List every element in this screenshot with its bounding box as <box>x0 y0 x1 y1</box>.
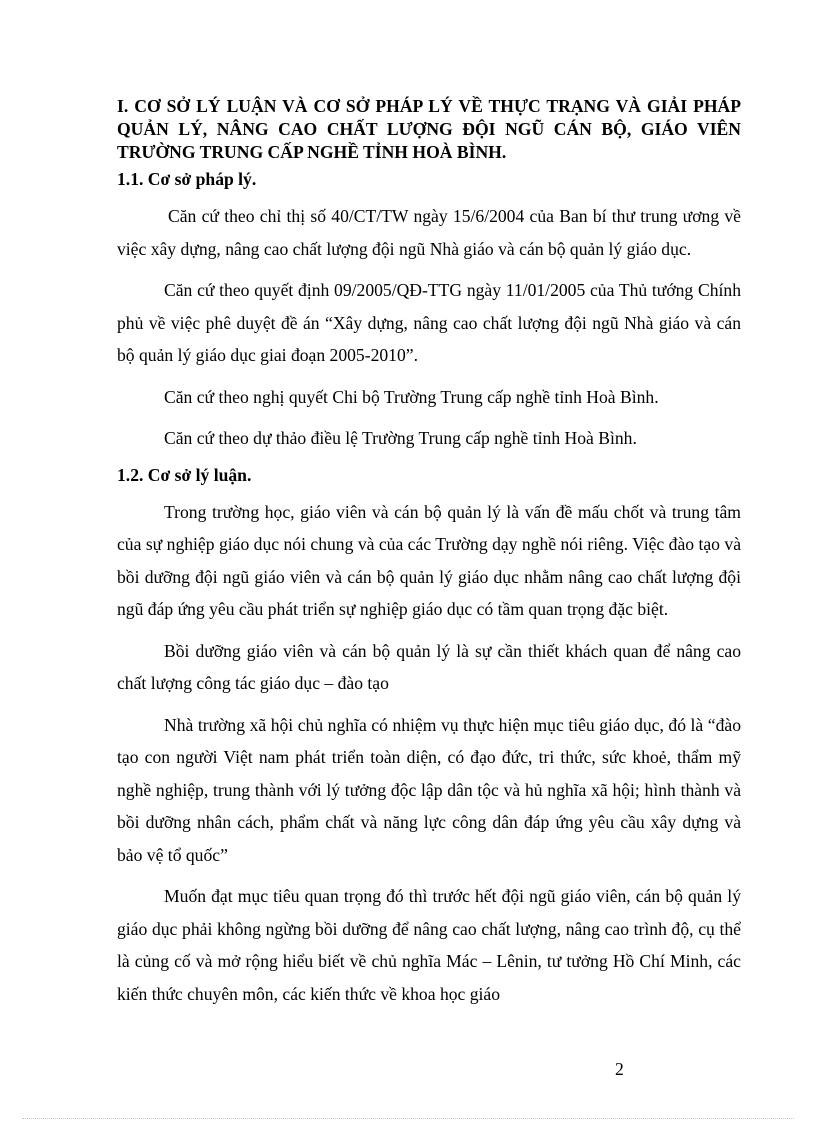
page-content <box>117 95 741 1010</box>
paragraph: Căn cứ theo quyết định 09/2005/QĐ-TTG ngày 11/01/2005 của Thủ tướng Chính phủ về việc phê duyệt đề án “Xây dựng, nâng cao chất lượng đội ngũ Nhà giáo và cán bộ quản lý giáo dục giai đoạn 2005-2010”. <box>117 280 741 365</box>
paragraph: Căn cứ theo nghị quyết Chi bộ Trường Trung cấp nghề tỉnh Hoà Bình. <box>164 386 659 407</box>
paragraph: Căn cứ theo chỉ thị số 40/CT/TW ngày 15/6/2004 của Ban bí thư trung ương về việc xây dựng, nâng cao chất lượng đội ngũ Nhà giáo và cán bộ quản lý giáo dục. <box>117 206 741 259</box>
page-number: 2 <box>615 1059 624 1079</box>
section-heading-theoretical-basis: 1.2. Cơ sở lý luận. <box>117 464 252 485</box>
paragraph: Nhà trường xã hội chủ nghĩa có nhiệm vụ thực hiện mục tiêu giáo dục, đó là “đào tạo con người Việt nam phát triển toàn diện, có đạo đức, tri thức, sức khoẻ, thẩm mỹ nghề nghiệp, trung thành với lý tưởng độc lập dân tộc và hủ nghĩa xã hội; hình thành và bồi dưỡng nhân cách, phẩm chất và năng lực công dân đáp ứng yêu cầu xây dựng và bảo vệ tổ quốc” <box>117 714 741 865</box>
paragraph: Trong trường học, giáo viên và cán bộ quản lý là vấn đề mấu chốt và trung tâm của sự nghiệp giáo dục nói chung và của các Trường dạy nghề nói riêng. Việc đào tạo và bồi dưỡng đội ngũ giáo viên và cán bộ quản lý giáo dục nhằm nâng cao chất lượng đội ngũ đáp ứng yêu cầu phát triển sự nghiệp giáo dục có tầm quan trọng đặc biệt. <box>117 501 741 619</box>
paragraph: Bồi dưỡng giáo viên và cán bộ quản lý là sự cần thiết khách quan để nâng cao chất lượng công tác giáo dục – đào tạo <box>117 640 741 693</box>
page-bottom-divider <box>22 1118 794 1119</box>
paragraph: Muốn đạt mục tiêu quan trọng đó thì trước hết đội ngũ giáo viên, cán bộ quản lý giáo dục phải không ngừng bồi dưỡng để nâng cao chất lượng, nâng cao trình độ, cụ thể là củng cố và mở rộng hiểu biết về chủ nghĩa Mác – Lênin, tư tưởng Hồ Chí Minh, các kiến thức chuyên môn, các kiến thức về khoa học giáo <box>117 886 741 1004</box>
paragraph: Căn cứ theo dự thảo điều lệ Trường Trung cấp nghề tỉnh Hoà Bình. <box>164 428 637 448</box>
main-title: I. CƠ SỞ LÝ LUẬN VÀ CƠ SỞ PHÁP LÝ VỀ THỰC TRẠNG VÀ GIẢI PHÁP QUẢN LÝ, NÂNG CAO CHẤT LƯỢNG ĐỘI NGŨ CÁN BỘ, GIÁO VIÊN TRƯỜNG TRUNG CẤP NGHỀ TỈNH HOÀ BÌNH. <box>117 96 741 162</box>
section-heading-legal-basis: 1.1. Cơ sở pháp lý. <box>117 169 257 189</box>
